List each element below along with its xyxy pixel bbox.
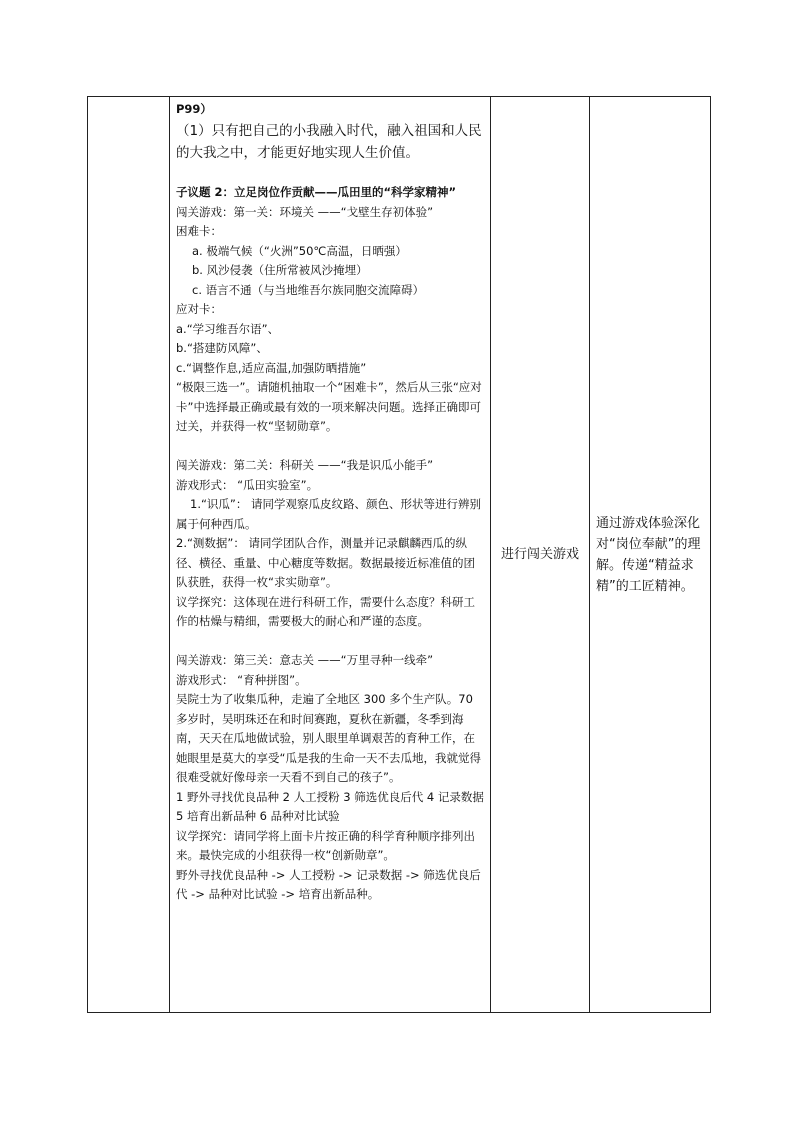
design-intent-text: 通过游戏体验深化对“岗位奉献”的理解。传递“精益求精”的工匠精神。	[596, 515, 701, 594]
level2-title: 闯关游戏：第二关：科研关 ——“我是识瓜小能手”	[176, 458, 434, 472]
level3-form: 游戏形式： “育种拼图”。	[176, 672, 307, 687]
level1-title: 闯关游戏：第一关：环境关 ——“戈壁生存初体验”	[176, 204, 434, 219]
stage-cell	[88, 97, 170, 1013]
intro-paragraph: （1）只有把自己的小我融入时代，融入祖国和人民的大我之中，才能更好地实现人生价值。	[176, 122, 482, 161]
difficulty-item: b. 风沙侵袭（住所常被风沙掩埋）	[192, 263, 368, 277]
page-reference: P99）	[176, 102, 212, 116]
design-intent-cell	[590, 97, 711, 1013]
student-activity-text: 进行闯关游戏	[500, 547, 579, 562]
level3-title: 闯关游戏：第三关：意志关 ——“万里寻种一线牵”	[176, 653, 434, 667]
level2-item: 1.“识瓜”： 请同学观察瓜皮纹路、颜色、形状等进行辨别属于何种西瓜。	[176, 497, 482, 531]
response-item: c.“调整作息,适应高温,加强防晒措施”	[176, 360, 367, 375]
response-item: b.“搭建防风障”、	[176, 341, 268, 355]
subtopic-title: 子议题 2：立足岗位作贡献——瓜田里的“科学家精神”	[176, 185, 457, 199]
difficulty-item: a. 极端气候（“火洲”50℃高温，日晒强）	[192, 243, 407, 258]
response-label: 应对卡：	[176, 302, 222, 316]
teaching-content-cell	[170, 97, 491, 1013]
response-item: a.“学习维吾尔语”、	[176, 321, 280, 336]
level3-discussion: 议学探究：请同学将上面卡片按正确的科学育种顺序排列出来。最快完成的小组获得一枚“创新勋章”。	[176, 828, 475, 862]
level1-rule: “极限三选一”。请随机抽取一个“困难卡”，然后从三张“应对卡”中选择最正确或最有效的一项来解决问题。选择正确即可过关，并获得一枚“坚韧勋章”。	[176, 380, 482, 433]
level2-discussion: 议学探究：这体现在进行科研工作，需要什么态度？科研工作的枯燥与精细，需要极大的耐心和严谨的态度。	[176, 594, 475, 628]
difficulty-item: c. 语言不通（与当地维吾尔族同胞交流障碍）	[192, 282, 425, 297]
lesson-plan-table	[87, 96, 711, 1013]
level3-story: 吴院士为了收集瓜种，走遍了全地区 300 多个生产队。70 多岁时，吴明珠还在和时间赛跑，夏秋在新疆，冬季到海南，天天在瓜地做试验，别人眼里单调艰苦的育种工作，在她眼里是莫大的享受“瓜是我的生命一天不去瓜地，我就觉得很难受就好像母亲一天看不到自己的孩子”。	[176, 692, 481, 784]
level2-item: 2.“测数据”： 请同学团队合作，测量并记录麒麟西瓜的纵径、横径、重量、中心糖度等数据。数据最接近标准值的团队获胜，获得一枚“求实勋章”。	[176, 536, 475, 589]
student-activity-cell	[491, 97, 590, 1013]
level3-cards: 1 野外寻找优良品种 2 人工授粉 3 筛选优良后代 4 记录数据 5 培育出新品种 6 品种对比试验	[176, 789, 484, 823]
level3-answer: 野外寻找优良品种 -> 人工授粉 -> 记录数据 -> 筛选优良后代 -> 品种对比试验 -> 培育出新品种。	[176, 867, 481, 901]
difficulty-label: 困难卡：	[176, 224, 222, 238]
table-row	[88, 97, 711, 1013]
level2-form: 游戏形式： “瓜田实验室”。	[176, 477, 319, 492]
